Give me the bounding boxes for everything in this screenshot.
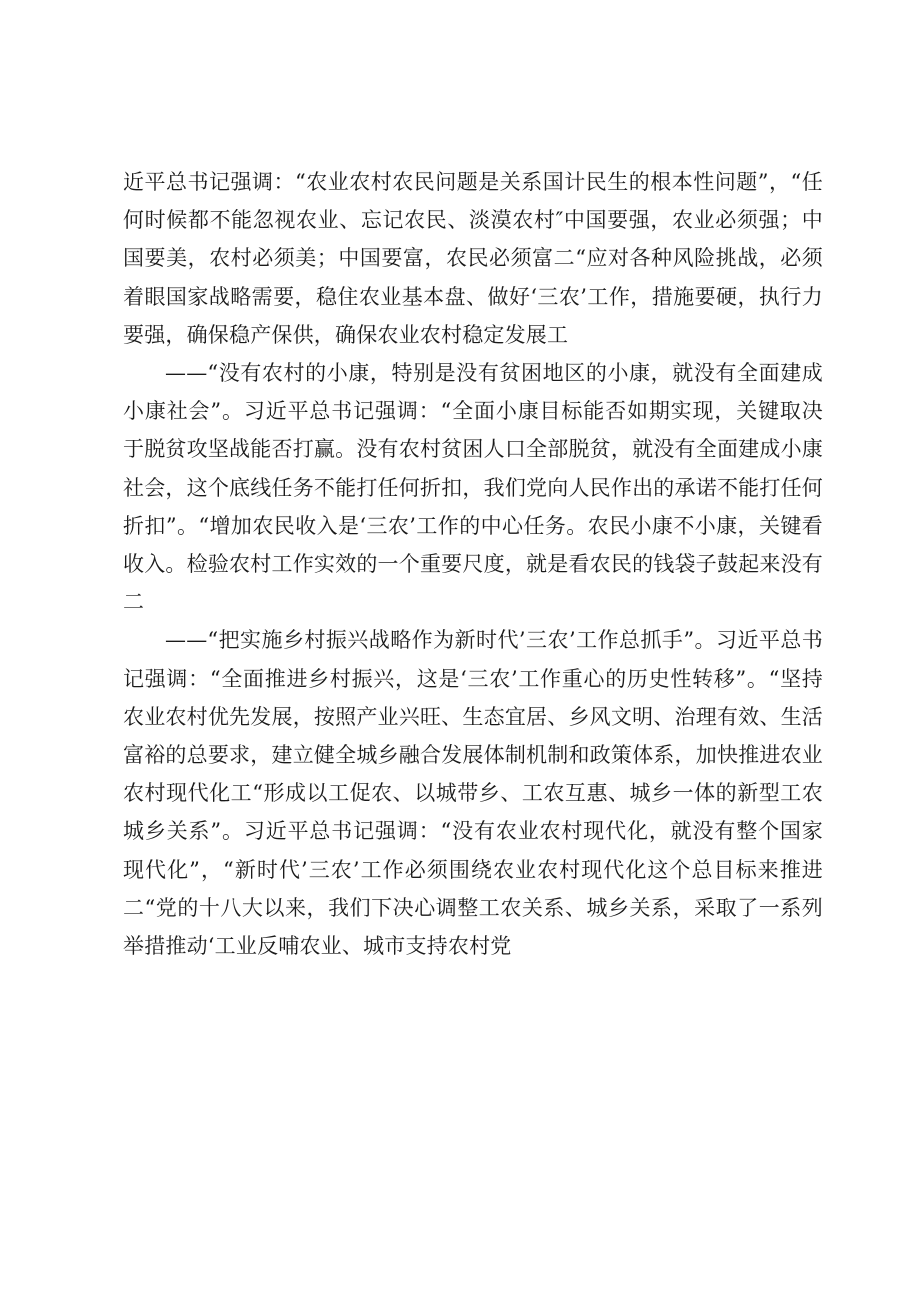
document-body	[123, 163, 823, 965]
paragraph: ——“把实施乡村振兴战略作为新时代’三农’工作总抓手”。习近平总书记强调：“全面推进乡村振兴，这是‘三农’工作重心的历史性转移”。“坚持农业农村优先发展，按照产业兴旺、生态宜居、乡风文明、治理有效、生活富裕的总要求，建立健全城乡融合发展体制机制和政策体系，加快推进农业农村现代化工“形成以工促农、以城带乡、工农互惠、城乡一体的新型工农城乡关系”。习近平总书记强调：“没有农业农村现代化，就没有整个国家现代化”，“新时代’三农’工作必须围绕农业农村现代化这个总目标来推进二“党的十八大以来，我们下决心调整工农关系、城乡关系，采取了一系列举措推动‘工业反哺农业、城市支持农村党	[123, 628, 823, 959]
paragraph: ——“没有农村的小康，特别是没有贫困地区的小康，就没有全面建成小康社会”。习近平总书记强调：“全面小康目标能否如期实现，关键取决于脱贫攻坚战能否打赢。没有农村贫困人口全部脱贫，就没有全面建成小康社会，这个底线任务不能打任何折扣，我们党向人民作出的承诺不能打任何折扣”。“增加农民收入是‘三农’工作的中心任务。农民小康不小康，关键看收入。检验农村工作实效的一个重要尺度，就是看农民的钱袋子鼓起来没有二	[123, 361, 823, 615]
paragraph: 近平总书记强调：“农业农村农民问题是关系国计民生的根本性问题”，“任何时候都不能忽视农业、忘记农民、淡漠农村″中国要强，农业必须强；中国要美，农村必须美；中国要富，农民必须富二“应对各种风险挑战，必须着眼国家战略需要，稳住农业基本盘、做好‘三农’工作，措施要硬，执行力要强，确保稳产保供，确保农业农村稳定发展工	[123, 170, 823, 347]
